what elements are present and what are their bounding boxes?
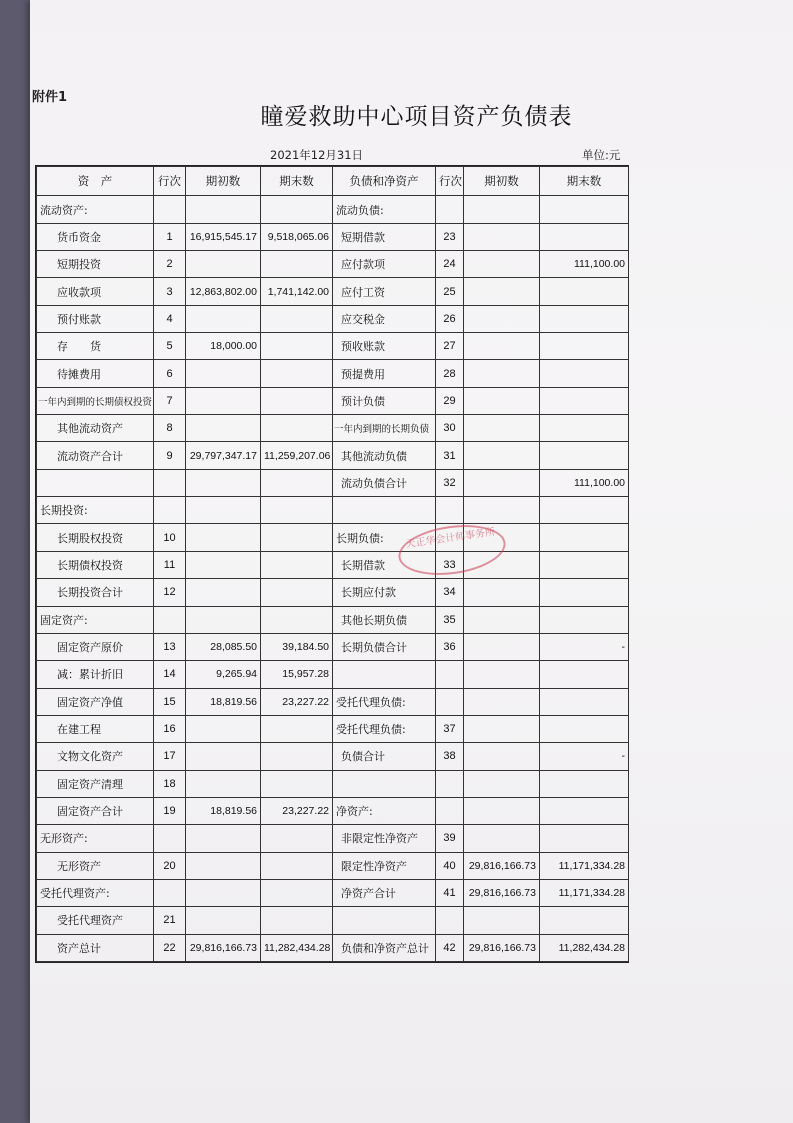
table-cell [436,196,464,223]
table-cell [261,524,333,551]
table-cell [186,551,261,578]
table-cell [540,688,629,715]
table-cell: 42 [436,934,464,961]
table-cell: 30 [436,415,464,442]
table-cell [464,688,540,715]
table-cell: 4 [154,305,186,332]
table-row [37,606,629,633]
table-cell: 17 [154,743,186,770]
table-row [37,907,629,934]
table-cell [464,223,540,250]
table-row [37,415,629,442]
table-cell: 9,265.94 [186,661,261,688]
table-cell [261,579,333,606]
table-cell [261,360,333,387]
table-cell [540,223,629,250]
table-cell [464,661,540,688]
table-cell [154,879,186,906]
table-cell: 减：累计折旧 [37,661,154,688]
table-cell: 29,816,166.73 [464,852,540,879]
table-cell [464,606,540,633]
table-cell: 36 [436,633,464,660]
table-cell: 28,085.50 [186,633,261,660]
table-cell: 18 [154,770,186,797]
table-cell [261,715,333,742]
table-cell [464,907,540,934]
report-date: 2021年12月31日 [270,148,364,162]
table-cell [540,196,629,223]
table-cell: 35 [436,606,464,633]
table-cell [186,907,261,934]
table-cell: 预计负债 [333,387,436,414]
table-cell: 28 [436,360,464,387]
table-cell: 长期负债合计 [333,633,436,660]
table-cell: 资产总计 [37,934,154,961]
table-cell: 24 [436,251,464,278]
table-row [37,743,629,770]
table-cell: 固定资产原价 [37,633,154,660]
table-cell: 非限定性净资产 [333,825,436,852]
table-cell [186,497,261,524]
table-cell: 无形资产 [37,852,154,879]
table-cell [464,579,540,606]
table-row [37,196,629,223]
table-cell: 应交税金 [333,305,436,332]
table-cell: 41 [436,879,464,906]
table-cell: 长期负债: [333,524,436,551]
table-cell [261,333,333,360]
table-row [37,251,629,278]
table-cell [540,497,629,524]
table-cell [540,661,629,688]
table-cell [464,278,540,305]
table-row [37,770,629,797]
table-cell: 1 [154,223,186,250]
table-cell [154,825,186,852]
table-cell [540,278,629,305]
table-cell: 一年内到期的长期债权投资 [37,387,154,414]
table-cell: 其他长期负债 [333,606,436,633]
table-cell [186,743,261,770]
table-cell: 受托代理负债: [333,715,436,742]
table-cell [186,879,261,906]
table-cell [261,415,333,442]
table-cell: 12,863,802.00 [186,278,261,305]
balance-sheet-table [36,166,629,962]
table-cell: 短期借款 [333,223,436,250]
table-cell [186,715,261,742]
table-cell [436,497,464,524]
table-cell [261,251,333,278]
table-row [37,360,629,387]
table-cell [540,305,629,332]
table-cell [464,743,540,770]
table-cell [186,469,261,496]
table-cell: 9,518,065.06 [261,223,333,250]
table-cell [261,879,333,906]
column-header: 期初数 [464,167,540,196]
table-cell: 固定资产净值 [37,688,154,715]
table-cell: 29,816,166.73 [464,934,540,961]
table-cell [464,825,540,852]
table-cell: 长期应付款 [333,579,436,606]
table-cell: 6 [154,360,186,387]
table-cell: 净资产: [333,797,436,824]
table-cell: 11,259,207.06 [261,442,333,469]
table-cell: 12 [154,579,186,606]
table-row [37,551,629,578]
table-cell: 27 [436,333,464,360]
table-cell [464,305,540,332]
table-cell [186,360,261,387]
table-cell: 16 [154,715,186,742]
table-cell [333,661,436,688]
table-cell: 短期投资 [37,251,154,278]
table-cell [261,551,333,578]
table-cell [261,770,333,797]
table-cell: 23 [436,223,464,250]
table-cell: 22 [154,934,186,961]
table-cell [540,715,629,742]
table-cell [464,469,540,496]
table-cell: 固定资产合计 [37,797,154,824]
table-cell [333,497,436,524]
table-cell: - [540,633,629,660]
table-cell [464,333,540,360]
table-cell: 固定资产清理 [37,770,154,797]
table-cell [540,387,629,414]
table-cell [154,497,186,524]
table-cell: 净资产合计 [333,879,436,906]
table-cell: 37 [436,715,464,742]
table-cell: 8 [154,415,186,442]
table-row [37,278,629,305]
table-cell [464,442,540,469]
table-cell: 23,227.22 [261,797,333,824]
table-cell: 111,100.00 [540,251,629,278]
table-cell: 18,000.00 [186,333,261,360]
table-cell [436,907,464,934]
table-cell: 文物文化资产 [37,743,154,770]
table-cell [154,469,186,496]
table-cell [464,251,540,278]
table-cell: 长期债权投资 [37,551,154,578]
stamp-text: 天正华会计师事务所 [405,526,496,551]
table-cell: 29,797,347.17 [186,442,261,469]
table-cell: 7 [154,387,186,414]
table-cell: 9 [154,442,186,469]
table-cell: 5 [154,333,186,360]
table-cell [540,415,629,442]
table-cell: 40 [436,852,464,879]
table-cell: 29,816,166.73 [186,934,261,961]
table-row [37,579,629,606]
table-cell [261,196,333,223]
table-cell: 2 [154,251,186,278]
table-cell [261,852,333,879]
table-cell [186,770,261,797]
table-cell [261,497,333,524]
table-cell [186,606,261,633]
table-cell [540,606,629,633]
table-row [37,852,629,879]
table-cell: 26 [436,305,464,332]
table-cell: 负债合计 [333,743,436,770]
table-cell [436,797,464,824]
table-cell: 14 [154,661,186,688]
table-cell: 15,957.28 [261,661,333,688]
table-cell: 应付工资 [333,278,436,305]
table-cell: 11,171,334.28 [540,852,629,879]
table-cell: 待摊费用 [37,360,154,387]
table-row [37,497,629,524]
table-cell [436,661,464,688]
table-cell: 应付款项 [333,251,436,278]
table-cell [436,770,464,797]
table-cell: 25 [436,278,464,305]
table-cell [464,196,540,223]
table-cell: 16,915,545.17 [186,223,261,250]
table-cell: 受托代理资产: [37,879,154,906]
table-cell [464,415,540,442]
table-cell: 预提费用 [333,360,436,387]
table-cell [261,387,333,414]
table-row [37,633,629,660]
table-cell: 长期投资: [37,497,154,524]
table-cell: 13 [154,633,186,660]
table-cell [540,825,629,852]
table-cell: 32 [436,469,464,496]
table-row [37,934,629,961]
table-row [37,469,629,496]
column-header: 期初数 [186,167,261,196]
table-cell [261,606,333,633]
table-row [37,333,629,360]
balance-sheet [35,165,629,963]
table-row [37,688,629,715]
page-title: 瞳爱救助中心项目资产负债表 [260,104,573,130]
table-cell: 其他流动资产 [37,415,154,442]
table-cell: 一年内到期的长期负债 [333,415,436,442]
table-cell [186,196,261,223]
table-cell: 货币资金 [37,223,154,250]
table-cell: 18,819.56 [186,797,261,824]
table-cell [261,825,333,852]
table-cell [37,469,154,496]
currency-unit: 单位:元 [582,148,621,162]
table-cell: 受托代理负债: [333,688,436,715]
table-cell: 19 [154,797,186,824]
table-cell: 39,184.50 [261,633,333,660]
table-cell: 流动资产: [37,196,154,223]
table-row [37,797,629,824]
table-row [37,879,629,906]
table-cell [261,743,333,770]
table-cell: 其他流动负债 [333,442,436,469]
table-cell [261,469,333,496]
table-cell [186,387,261,414]
table-cell [186,415,261,442]
table-cell [333,770,436,797]
table-cell [540,551,629,578]
table-cell: 11,282,434.28 [540,934,629,961]
table-cell [464,715,540,742]
table-cell [154,606,186,633]
table-cell: 33 [436,551,464,578]
table-cell: 限定性净资产 [333,852,436,879]
table-cell: 11,282,434.28 [261,934,333,961]
table-cell: 长期借款 [333,551,436,578]
table-cell [154,196,186,223]
table-cell: 流动负债: [333,196,436,223]
table-row [37,825,629,852]
table-cell [186,579,261,606]
table-cell [186,852,261,879]
table-cell: 预收账款 [333,333,436,360]
column-header: 负债和净资产 [333,167,436,196]
table-cell: 长期股权投资 [37,524,154,551]
table-cell [540,770,629,797]
table-cell [540,579,629,606]
table-cell [186,524,261,551]
table-row [37,524,629,551]
table-cell [540,907,629,934]
table-cell [464,633,540,660]
table-cell [464,497,540,524]
table-cell [186,251,261,278]
table-cell [540,360,629,387]
table-cell [436,688,464,715]
table-cell: 应收款项 [37,278,154,305]
table-cell [464,387,540,414]
column-header: 期末数 [261,167,333,196]
table-cell [464,770,540,797]
table-cell [261,907,333,934]
table-cell [540,333,629,360]
table-header-row [37,167,629,196]
table-cell [333,907,436,934]
table-cell: 21 [154,907,186,934]
table-row [37,305,629,332]
table-cell: 15 [154,688,186,715]
table-cell [464,797,540,824]
table-cell: 34 [436,579,464,606]
table-cell: 在建工程 [37,715,154,742]
table-cell [540,442,629,469]
attachment-label: 附件1 [32,90,68,105]
table-cell: 负债和净资产总计 [333,934,436,961]
column-header: 行次 [154,167,186,196]
table-cell: 23,227.22 [261,688,333,715]
table-row [37,387,629,414]
table-cell: 固定资产: [37,606,154,633]
table-cell [186,305,261,332]
table-cell: 20 [154,852,186,879]
table-cell: 10 [154,524,186,551]
table-cell: 29 [436,387,464,414]
table-row [37,661,629,688]
table-cell: 11 [154,551,186,578]
table-cell: 1,741,142.00 [261,278,333,305]
table-cell: 31 [436,442,464,469]
table-cell: 11,171,334.28 [540,879,629,906]
table-cell: - [540,743,629,770]
table-cell: 流动负债合计 [333,469,436,496]
table-cell: 无形资产: [37,825,154,852]
table-cell: 3 [154,278,186,305]
table-cell: 长期投资合计 [37,579,154,606]
table-row [37,442,629,469]
table-cell [464,360,540,387]
table-cell: 39 [436,825,464,852]
table-cell [540,524,629,551]
table-row [37,715,629,742]
table-cell [540,797,629,824]
table-cell [186,825,261,852]
column-header: 行次 [436,167,464,196]
table-cell [261,305,333,332]
table-cell: 预付账款 [37,305,154,332]
table-cell: 38 [436,743,464,770]
column-header: 资 产 [37,167,154,196]
table-cell: 18,819.56 [186,688,261,715]
table-cell: 受托代理资产 [37,907,154,934]
table-cell: 111,100.00 [540,469,629,496]
column-header: 期末数 [540,167,629,196]
table-row [37,223,629,250]
table-cell: 29,816,166.73 [464,879,540,906]
table-cell: 流动资产合计 [37,442,154,469]
table-cell: 存 货 [37,333,154,360]
